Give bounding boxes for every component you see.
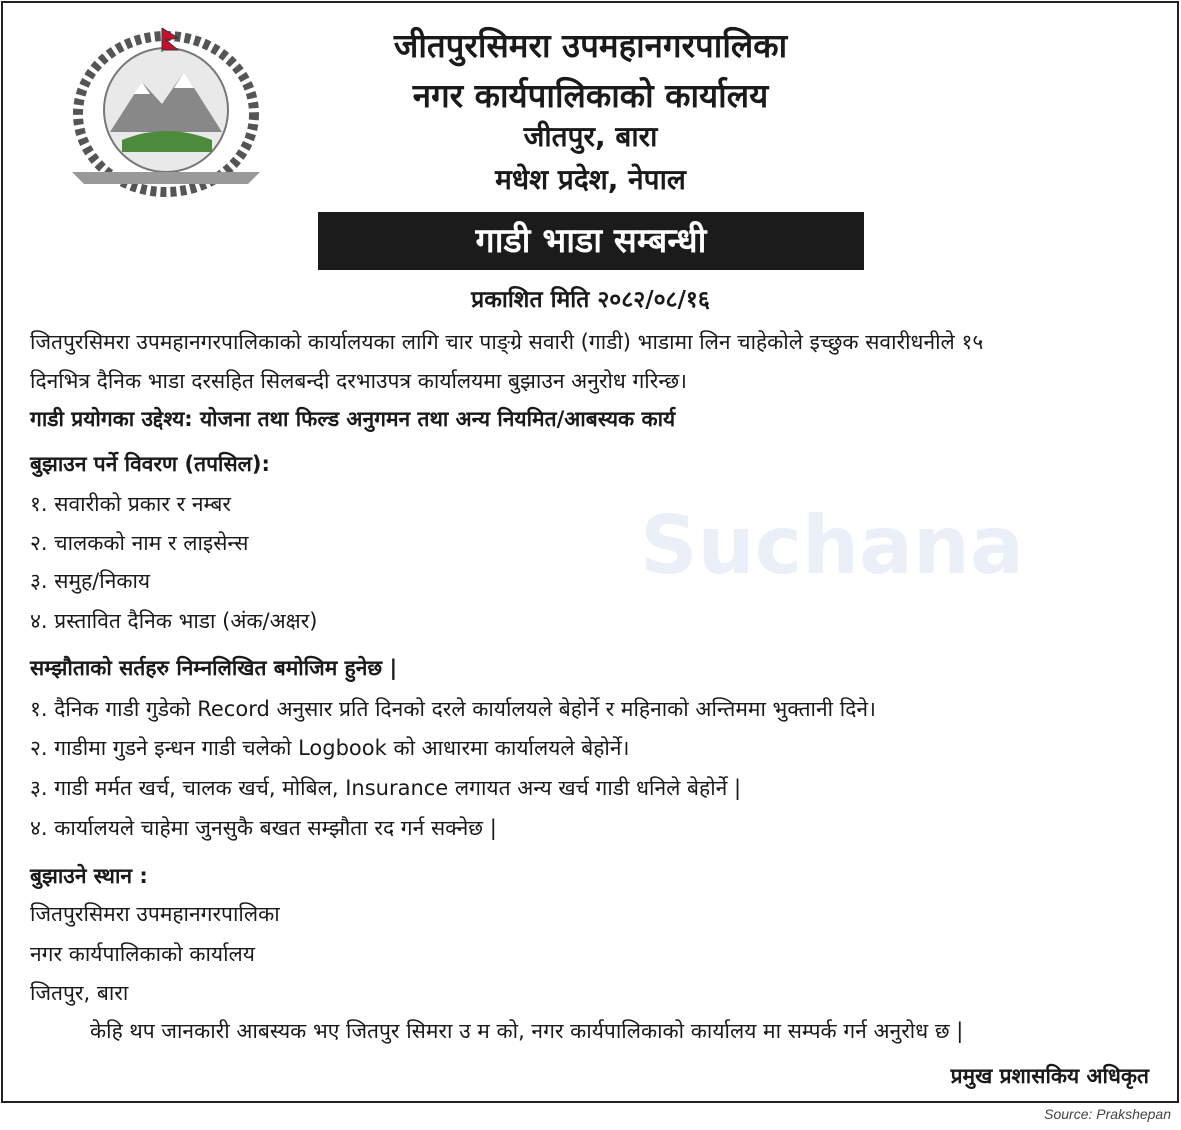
terms-heading: सम्झौताको सर्तहरु निम्नलिखित बमोजिम हुनेछ | xyxy=(30,656,398,680)
details-item: १. सवारीको प्रकार र नम्बर xyxy=(30,492,231,516)
purpose: गाडी प्रयोगका उद्देश्य: योजना तथा फिल्ड अनुगमन तथा अन्य नियमित/आबस्यक कार्य xyxy=(30,407,676,431)
details-item: ४. प्रस्तावित दैनिक भाडा (अंक/अक्षर) xyxy=(30,609,318,633)
details-item: ३. समुह/निकाय xyxy=(30,569,151,593)
source-credit: Source: Prakshepan xyxy=(1044,1106,1171,1122)
terms-item: ३. गाडी मर्मत खर्च, चालक खर्च, मोबिल, Insurance लगायत अन्य खर्च गाडी धनिले बेहोर्ने | xyxy=(30,776,742,800)
watermark: Suchana xyxy=(640,499,1024,592)
submission-line: जितपुर, बारा xyxy=(30,981,129,1005)
notice-title: गाडी भाडा सम्बन्धी xyxy=(318,212,864,270)
intro-line: जितपुरसिमरा उपमहानगरपालिकाको कार्यालयका लागि चार पाङ्ग्रे सवारी (गाडी) भाडामा लिन चाहेकोले इच्छुक सवारीधनीले १५ xyxy=(30,330,984,354)
published-date: प्रकाशित मिति २०८२/०८/१६ xyxy=(471,287,710,313)
terms-item: १. दैनिक गाडी गुडेको Record अनुसार प्रति दिनको दरले कार्यालयले बेहोर्ने र महिनाको अन्तिममा भुक्तानी दिने। xyxy=(30,697,876,721)
org-name: जीतपुरसिमरा उपमहानगरपालिका xyxy=(393,26,788,65)
details-item: २. चालकको नाम र लाइसेन्स xyxy=(30,531,249,555)
submission-heading: बुझाउने स्थान : xyxy=(30,864,148,888)
details-heading: बुझाउन पर्ने विवरण (तपसिल): xyxy=(30,452,270,476)
signatory: प्रमुख प्रशासकिय अधिकृत xyxy=(950,1064,1149,1088)
province: मधेश प्रदेश, नेपाल xyxy=(495,163,686,196)
office-name: नगर कार्यपालिकाको कार्यालय xyxy=(412,76,769,115)
terms-item: ४. कार्यालयले चाहेमा जुनसुकै बखत सम्झौता रद गर्न सक्नेछ | xyxy=(30,816,497,840)
terms-item: २. गाडीमा गुडने इन्धन गाडी चलेको Logbook को आधारमा कार्यालयले बेहोर्ने। xyxy=(30,736,630,760)
submission-line: जितपुरसिमरा उपमहानगरपालिका xyxy=(30,902,280,926)
submission-line: नगर कार्यपालिकाको कार्यालय xyxy=(30,942,255,966)
intro-line: दिनभित्र दैनिक भाडा दरसहित सिलबन्दी दरभाउपत्र कार्यालयमा बुझाउन अनुरोध गरिन्छ। xyxy=(30,369,688,393)
address: जीतपुर, बारा xyxy=(523,120,658,153)
contact-note: केहि थप जानकारी आबस्यक भए जितपुर सिमरा उ म को, नगर कार्यपालिकाको कार्यालय मा सम्पर्क गर्न अनुरोध छ | xyxy=(90,1019,964,1043)
